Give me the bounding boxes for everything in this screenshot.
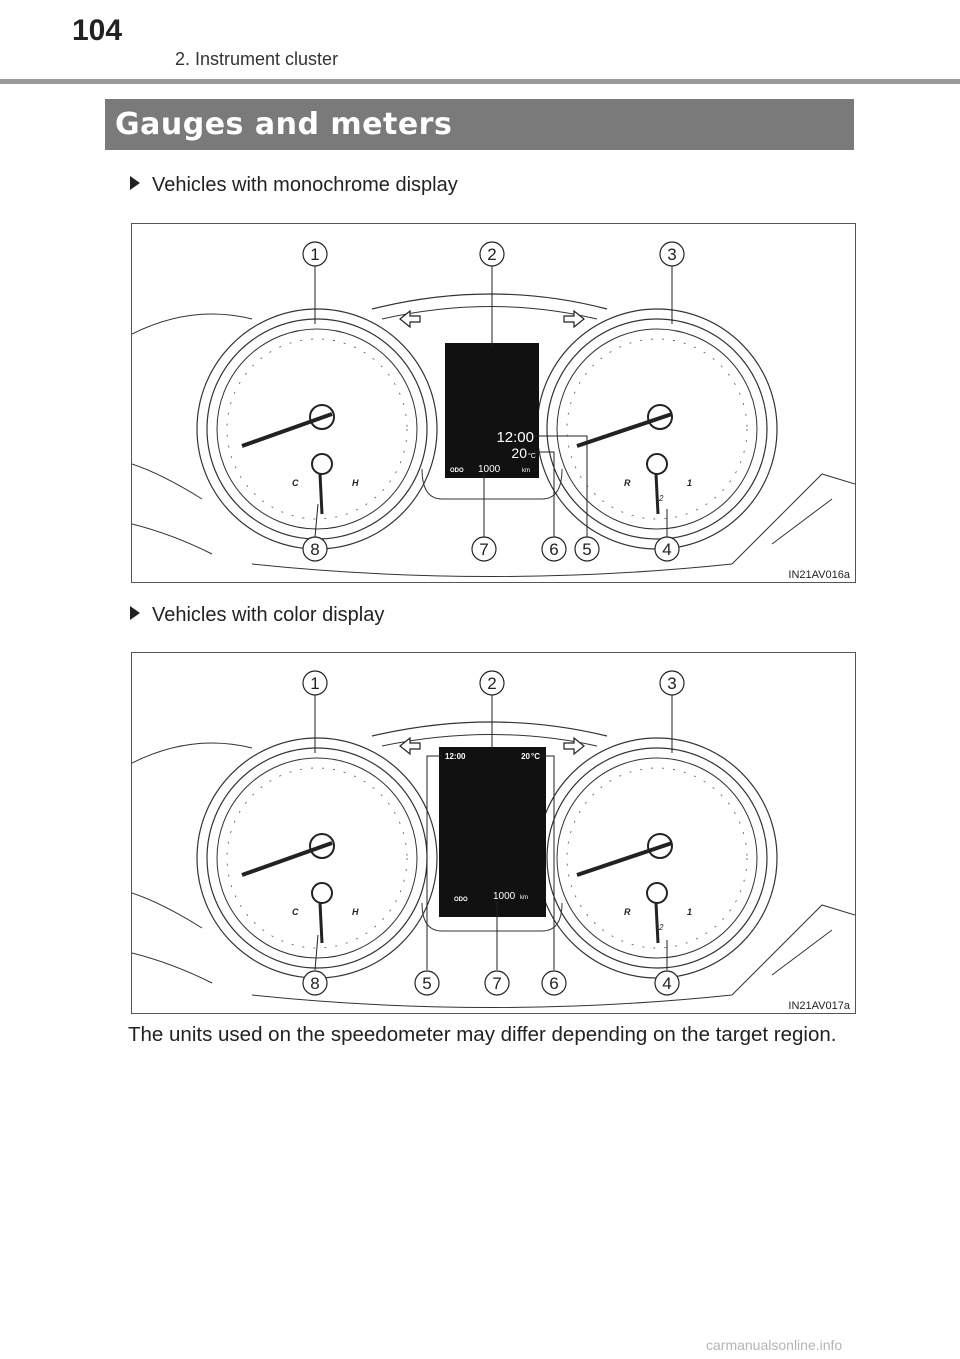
cluster-illustration-color — [132, 653, 855, 1013]
caption-text: Vehicles with color display — [152, 604, 385, 626]
bullet-arrow-icon — [130, 176, 140, 190]
figure-caption-monochrome — [130, 174, 458, 197]
fuel-gauge-2-label: 2 — [659, 494, 664, 503]
callout-4: 4 — [662, 540, 672, 559]
temp-hot-label: H — [352, 907, 359, 917]
display-odo-value: 1000 — [493, 891, 516, 902]
callout-6: 6 — [549, 540, 559, 559]
callout-6: 6 — [549, 974, 559, 993]
watermark: carmanualsonline.info — [706, 1337, 843, 1353]
caption-text: Vehicles with monochrome display — [152, 174, 458, 196]
header-rule — [0, 79, 960, 84]
fuel-gauge-1-label: 1 — [687, 907, 693, 917]
callout-2: 2 — [487, 674, 497, 693]
figure-id: IN21AV017a — [788, 1000, 850, 1012]
callout-1: 1 — [310, 245, 320, 264]
display-temperature: 20 — [511, 445, 527, 461]
temp-cold-label: C — [292, 478, 299, 488]
display-odo-label: ODO — [450, 468, 464, 474]
figure-color-cluster — [131, 652, 856, 1014]
display-odo-value: 1000 — [478, 464, 501, 475]
display-temp-unit: °C — [531, 752, 540, 761]
page-number: 104 — [72, 14, 123, 47]
callout-8: 8 — [310, 974, 320, 993]
callout-8: 8 — [310, 540, 320, 559]
callout-7: 7 — [492, 974, 502, 993]
display-odo-unit: km — [520, 895, 528, 901]
left-turn-signal-icon — [400, 738, 420, 754]
fuel-gauge-r-label: R — [624, 478, 631, 488]
callout-3: 3 — [667, 674, 677, 693]
callout-5: 5 — [582, 540, 592, 559]
fuel-gauge-2-label: 2 — [659, 923, 664, 932]
section-heading-bar — [105, 99, 854, 150]
callout-4: 4 — [662, 974, 672, 993]
display-odo-label: ODO — [454, 897, 468, 903]
cluster-illustration-monochrome — [132, 224, 855, 582]
bullet-arrow-icon — [130, 606, 140, 620]
body-paragraph: The units used on the speedometer may differ depending on the target region. — [128, 1023, 837, 1046]
tachometer-gauge — [537, 738, 777, 978]
callout-5: 5 — [422, 974, 432, 993]
chapter-title: 2. Instrument cluster — [175, 49, 339, 69]
figure-id: IN21AV016a — [788, 569, 850, 581]
page-header — [0, 0, 960, 84]
figure-caption-color — [130, 604, 384, 627]
temp-hot-label: H — [352, 478, 359, 488]
tachometer-gauge — [537, 309, 777, 549]
callout-3: 3 — [667, 245, 677, 264]
section-title: Gauges and meters — [115, 107, 453, 142]
fuel-gauge-r-label: R — [624, 907, 631, 917]
display-time: 12:00 — [496, 429, 534, 446]
display-odo-unit: km — [522, 468, 530, 474]
display-temperature: 20 — [521, 752, 530, 761]
fuel-gauge-1-label: 1 — [687, 478, 693, 488]
callout-1: 1 — [310, 674, 320, 693]
multi-information-display-monochrome — [422, 343, 562, 499]
callout-2: 2 — [487, 245, 497, 264]
display-time: 12:00 — [445, 752, 466, 761]
temp-cold-label: C — [292, 907, 299, 917]
figure-monochrome-cluster — [131, 223, 856, 583]
multi-information-display-color — [422, 747, 562, 931]
left-turn-signal-icon — [400, 311, 420, 327]
display-temp-unit: °C — [528, 453, 536, 460]
callout-7: 7 — [479, 540, 489, 559]
